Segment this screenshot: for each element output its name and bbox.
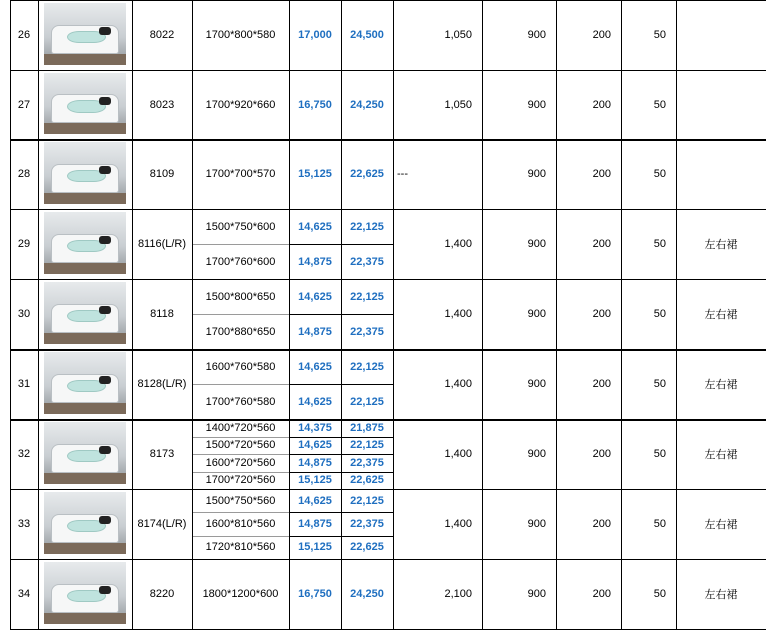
price-b: 21,875 — [350, 421, 384, 434]
size-value: 1720*810*560 — [205, 541, 276, 554]
note-text: 左右裙 — [704, 589, 738, 601]
sub-row-divider — [192, 314, 289, 315]
row-border — [10, 559, 766, 560]
cost-value: 2,100 — [444, 588, 472, 600]
value-900: 900 — [527, 168, 546, 180]
value-50: 50 — [653, 588, 666, 600]
tub-headrest — [99, 166, 111, 174]
model-number: 8174(L/R) — [137, 518, 187, 530]
price-b: 22,125 — [350, 220, 384, 233]
price-a: 15,125 — [298, 541, 332, 554]
row-border — [10, 279, 766, 280]
bathtub-photo — [44, 3, 126, 65]
value-50: 50 — [653, 518, 666, 530]
price-b: 22,625 — [350, 541, 384, 554]
cost-value: 1,050 — [444, 98, 472, 111]
price-a: 14,625 — [298, 494, 332, 507]
size-value: 1600*810*560 — [205, 517, 276, 530]
note-text — [676, 0, 766, 70]
note-text: 左右裙 — [704, 449, 738, 461]
model-number: 8022 — [149, 29, 175, 41]
price-b: 22,125 — [350, 395, 384, 408]
tub-headrest — [99, 446, 111, 454]
row-number: 29 — [17, 238, 31, 250]
tub-headrest — [99, 236, 111, 244]
price-a: 14,875 — [298, 456, 332, 469]
bathtub-photo — [44, 73, 126, 134]
tub-headrest — [99, 97, 111, 105]
floor-shadow — [44, 403, 126, 414]
column-border — [10, 0, 11, 630]
tub-shape — [51, 514, 119, 543]
floor-shadow — [44, 263, 126, 274]
column-border — [289, 0, 290, 630]
price-a: 14,625 — [298, 439, 332, 452]
row-border — [10, 139, 766, 141]
price-b: 22,625 — [350, 474, 384, 487]
floor-shadow — [44, 613, 126, 624]
column-border — [393, 0, 394, 630]
size-value: 1700*760*580 — [205, 395, 276, 408]
row-border — [10, 70, 766, 71]
value-50: 50 — [653, 168, 666, 180]
price-b: 22,625 — [350, 168, 384, 180]
price-a: 16,750 — [298, 588, 332, 600]
bathtub-photo — [44, 212, 126, 274]
price-a: 14,625 — [298, 395, 332, 408]
floor-shadow — [44, 54, 126, 65]
size-value: 1500*720*560 — [205, 439, 276, 452]
value-50: 50 — [653, 238, 666, 250]
price-a: 14,875 — [298, 325, 332, 338]
size-value: 1400*720*560 — [205, 421, 276, 434]
value-900: 900 — [527, 588, 546, 600]
bathtub-photo — [44, 142, 126, 204]
price-a: 14,625 — [298, 360, 332, 373]
value-900: 900 — [527, 308, 546, 320]
floor-shadow — [44, 473, 126, 484]
bathtub-photo — [44, 492, 126, 554]
column-border — [38, 0, 39, 630]
size-value: 1700*700*570 — [205, 168, 276, 180]
note-text: 左右裙 — [704, 519, 738, 531]
floor-shadow — [44, 193, 126, 204]
row-number: 34 — [17, 588, 31, 600]
value-50: 50 — [653, 29, 666, 41]
model-number: 8023 — [149, 98, 175, 111]
size-value: 1600*720*560 — [205, 456, 276, 469]
price-b: 24,500 — [350, 29, 384, 41]
column-border — [556, 0, 557, 630]
price-a: 15,125 — [298, 474, 332, 487]
value-200: 200 — [592, 518, 611, 530]
price-b: 22,375 — [350, 456, 384, 469]
size-value: 1700*920*660 — [205, 98, 276, 111]
note-text — [676, 139, 766, 209]
size-value: 1500*750*600 — [205, 220, 276, 233]
row-number: 33 — [17, 518, 31, 530]
row-number: 28 — [17, 168, 31, 180]
sub-row-divider — [192, 472, 289, 473]
row-number: 30 — [17, 308, 31, 320]
value-200: 200 — [592, 588, 611, 600]
column-border — [621, 0, 622, 630]
price-b: 24,250 — [350, 98, 384, 111]
size-value: 1700*800*580 — [205, 29, 276, 41]
column-border — [341, 0, 342, 630]
price-b: 22,125 — [350, 439, 384, 452]
cost-value: 1,400 — [444, 448, 472, 460]
value-900: 900 — [527, 448, 546, 460]
row-border — [10, 489, 766, 490]
row-number: 27 — [17, 98, 31, 111]
tub-shape — [51, 584, 119, 613]
sub-row-divider — [192, 437, 289, 438]
tub-headrest — [99, 306, 111, 314]
size-value: 1700*880*650 — [205, 325, 276, 338]
note-text: 左右裙 — [704, 379, 738, 391]
bathtub-photo — [44, 422, 126, 484]
sub-row-divider — [192, 454, 289, 455]
bathtub-photo — [44, 562, 126, 624]
column-border — [676, 0, 677, 630]
price-a: 14,875 — [298, 255, 332, 268]
tub-shape — [51, 374, 119, 403]
tub-shape — [51, 25, 119, 54]
tub-headrest — [99, 376, 111, 384]
row-border — [10, 349, 766, 351]
value-200: 200 — [592, 448, 611, 460]
value-200: 200 — [592, 168, 611, 180]
sub-row-divider — [192, 536, 289, 537]
model-number: 8220 — [149, 588, 175, 600]
size-value: 1800*1200*600 — [202, 588, 279, 600]
model-number: 8128(L/R) — [137, 378, 187, 390]
note-text: 左右裙 — [704, 239, 738, 251]
value-200: 200 — [592, 238, 611, 250]
value-900: 900 — [527, 29, 546, 41]
row-number: 26 — [17, 29, 31, 41]
cost-value: 1,400 — [444, 238, 472, 250]
model-number: 8118 — [150, 308, 174, 320]
tub-shape — [51, 164, 119, 193]
price-b: 22,125 — [350, 360, 384, 373]
cost-value: --- — [397, 168, 408, 180]
value-900: 900 — [527, 378, 546, 390]
value-900: 900 — [527, 98, 546, 111]
value-50: 50 — [653, 378, 666, 390]
value-50: 50 — [653, 308, 666, 320]
sub-row-divider — [192, 512, 289, 513]
size-value: 1500*800*650 — [205, 290, 276, 303]
price-b: 24,250 — [350, 588, 384, 600]
price-b: 22,375 — [350, 325, 384, 338]
size-value: 1700*760*600 — [205, 255, 276, 268]
price-a: 14,625 — [298, 290, 332, 303]
value-200: 200 — [592, 98, 611, 111]
row-border — [10, 419, 766, 421]
value-900: 900 — [527, 518, 546, 530]
price-a: 14,875 — [298, 517, 332, 530]
note-text: 左右裙 — [704, 309, 738, 321]
value-50: 50 — [653, 448, 666, 460]
floor-shadow — [44, 123, 126, 134]
value-200: 200 — [592, 308, 611, 320]
tub-shape — [51, 444, 119, 473]
cost-value: 1,050 — [444, 29, 472, 41]
row-number: 31 — [17, 378, 31, 390]
column-border — [192, 0, 193, 630]
cost-value: 1,400 — [444, 378, 472, 390]
row-number: 32 — [17, 448, 31, 460]
value-200: 200 — [592, 378, 611, 390]
cost-value: 1,400 — [444, 308, 472, 320]
value-50: 50 — [653, 98, 666, 111]
row-border — [10, 209, 766, 210]
tub-headrest — [99, 27, 111, 35]
tub-shape — [51, 94, 119, 123]
tub-shape — [51, 234, 119, 263]
note-text — [676, 70, 766, 139]
tub-headrest — [99, 516, 111, 524]
model-number: 8116(L/R) — [137, 238, 187, 250]
sub-row-divider — [192, 244, 289, 245]
model-number: 8109 — [149, 168, 175, 180]
price-a: 14,375 — [298, 421, 332, 434]
bathtub-photo — [44, 282, 126, 344]
bathtub-photo — [44, 352, 126, 414]
tub-shape — [51, 304, 119, 333]
sub-row-divider — [192, 384, 289, 385]
row-border — [10, 0, 766, 1]
price-b: 22,125 — [350, 494, 384, 507]
tub-headrest — [99, 586, 111, 594]
price-b: 22,125 — [350, 290, 384, 303]
price-b: 22,375 — [350, 255, 384, 268]
size-value: 1600*760*580 — [205, 360, 276, 373]
floor-shadow — [44, 333, 126, 344]
cost-value: 1,400 — [444, 518, 472, 530]
value-900: 900 — [527, 238, 546, 250]
model-number: 8173 — [149, 448, 175, 460]
size-value: 1500*750*560 — [205, 494, 276, 507]
size-value: 1700*720*560 — [205, 474, 276, 487]
price-a: 15,125 — [298, 168, 332, 180]
price-a: 17,000 — [298, 29, 332, 41]
column-border — [132, 0, 133, 630]
price-a: 16,750 — [298, 98, 332, 111]
floor-shadow — [44, 543, 126, 554]
column-border — [482, 0, 483, 630]
price-a: 14,625 — [298, 220, 332, 233]
price-b: 22,375 — [350, 517, 384, 530]
value-200: 200 — [592, 29, 611, 41]
